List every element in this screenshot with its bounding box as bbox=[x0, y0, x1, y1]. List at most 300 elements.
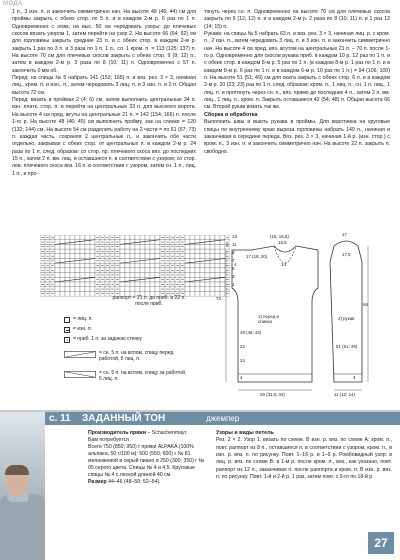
chart-cell bbox=[145, 273, 150, 278]
chart-cell bbox=[130, 254, 135, 259]
chart-cell bbox=[55, 263, 60, 268]
chart-cell bbox=[150, 263, 155, 268]
sweater-shape bbox=[0, 494, 45, 560]
dim-label: 4 bbox=[240, 375, 243, 380]
chart-cell bbox=[140, 244, 145, 249]
chart-cell bbox=[200, 244, 205, 249]
chart-cell bbox=[200, 282, 205, 287]
dim-label: (15; 16,5) bbox=[270, 234, 289, 239]
chart-cell bbox=[210, 263, 215, 268]
page-number: 27 bbox=[368, 532, 394, 554]
chart-cell bbox=[215, 254, 220, 259]
chart-cell bbox=[135, 249, 140, 254]
chart-cell bbox=[65, 244, 70, 249]
row-number: 1 bbox=[232, 282, 235, 287]
chart-cell bbox=[125, 273, 130, 278]
chart-cell bbox=[140, 249, 145, 254]
chart-cell bbox=[65, 291, 70, 296]
paragraph: тянуть через сн. п. Одновременно на высоте 70 см для плечевых скосов закрыть по 9 (12; 12) п. и в каждом 2-м р. 2 раза по 8 (10; 11) п. и 1 раз 12 (14; 15) п. bbox=[204, 9, 390, 30]
chart-cell bbox=[210, 277, 215, 282]
chart-cell bbox=[155, 268, 160, 273]
sleeve-label: 2) рукав bbox=[338, 316, 355, 321]
producer-label: Производитель пряжи bbox=[88, 430, 147, 436]
chart-cell bbox=[185, 263, 190, 268]
dim-label: 14 bbox=[281, 262, 286, 267]
chart-cell bbox=[90, 235, 95, 240]
neckline-front bbox=[274, 246, 296, 263]
chart-cell bbox=[215, 235, 220, 240]
chart-cell bbox=[210, 287, 215, 292]
chart-cell bbox=[70, 291, 75, 296]
producer-line bbox=[88, 430, 206, 437]
dim-label: 17 (19; 20) bbox=[246, 254, 268, 259]
chart-cell bbox=[75, 235, 80, 240]
dim-label: 22 bbox=[240, 344, 245, 349]
legend-item bbox=[64, 337, 142, 343]
chart-cell bbox=[195, 268, 200, 273]
legend-label: = лиц. п. bbox=[73, 316, 93, 322]
chart-cell bbox=[195, 282, 200, 287]
chart-cell bbox=[90, 291, 95, 296]
dim-label: 4 bbox=[353, 375, 356, 380]
chart-cell bbox=[145, 254, 150, 259]
legend-item bbox=[64, 327, 92, 333]
chart-cell bbox=[135, 268, 140, 273]
chart-cell bbox=[60, 249, 65, 254]
chart-cell bbox=[185, 268, 190, 273]
chart-cell bbox=[55, 235, 60, 240]
chart-cell bbox=[60, 287, 65, 292]
hair-shape bbox=[5, 465, 29, 475]
legend-label: = сн. 5 п. на вспом. спицу за работой, 5 лиц. п. bbox=[99, 370, 187, 382]
chart-cell bbox=[125, 287, 130, 292]
row-number: 13 bbox=[232, 234, 238, 239]
chart-cell bbox=[145, 287, 150, 292]
left-text-column bbox=[12, 9, 196, 178]
chart-cell bbox=[190, 249, 195, 254]
chart-cell bbox=[195, 291, 200, 296]
chart-cell bbox=[145, 244, 150, 249]
chart-cell bbox=[145, 259, 150, 264]
chart-cell bbox=[210, 244, 215, 249]
chart-cell bbox=[150, 287, 155, 292]
dim-label: 24 bbox=[240, 358, 245, 363]
chart-cell bbox=[135, 263, 140, 268]
chart-cell bbox=[210, 268, 215, 273]
chart-cell bbox=[155, 254, 160, 259]
chart-cell bbox=[75, 268, 80, 273]
chart-cell bbox=[185, 287, 190, 292]
chart-cell bbox=[195, 244, 200, 249]
chart-cell bbox=[185, 282, 190, 287]
chart-cell bbox=[155, 244, 160, 249]
stitches-title: Узоры и виды петель bbox=[216, 430, 274, 436]
legend-item bbox=[64, 371, 187, 382]
purl-symbol bbox=[64, 327, 70, 333]
cable-left-symbol bbox=[64, 371, 96, 378]
chart-cell bbox=[200, 254, 205, 259]
chart-cell bbox=[60, 273, 65, 278]
chart-cell bbox=[195, 254, 200, 259]
chart-cell bbox=[80, 287, 85, 292]
sleeve-outline bbox=[330, 241, 362, 382]
chart-cell bbox=[55, 268, 60, 273]
chart-cell bbox=[190, 254, 195, 259]
chart-cell bbox=[135, 287, 140, 292]
row-number: 7 bbox=[232, 258, 235, 263]
chart-cell bbox=[140, 254, 145, 259]
chart-cell bbox=[80, 277, 85, 282]
chart-cell bbox=[80, 282, 85, 287]
chart-cell bbox=[130, 277, 135, 282]
chart-cell bbox=[205, 268, 210, 273]
chart-cell bbox=[205, 273, 210, 278]
chart-cell bbox=[120, 287, 125, 292]
chart-cell bbox=[190, 273, 195, 278]
knit-symbol bbox=[64, 317, 70, 323]
chart-cell bbox=[125, 249, 130, 254]
chart-cell bbox=[125, 254, 130, 259]
dim-label: 66 bbox=[363, 302, 368, 307]
chart-cell bbox=[80, 291, 85, 296]
chart-cell bbox=[150, 249, 155, 254]
chart-cell bbox=[215, 273, 220, 278]
chart-cell bbox=[145, 263, 150, 268]
stitches-block bbox=[216, 430, 392, 481]
chart-cell bbox=[85, 254, 90, 259]
dim-label: 29 (31,5; 34) bbox=[260, 392, 285, 397]
chart-cell bbox=[195, 273, 200, 278]
chart-cell bbox=[90, 273, 95, 278]
chart-cell bbox=[130, 287, 135, 292]
chart-grid bbox=[40, 235, 230, 297]
chart-cell bbox=[120, 249, 125, 254]
chart-cell bbox=[120, 268, 125, 273]
chart-cell bbox=[90, 282, 95, 287]
chart-cell bbox=[125, 235, 130, 240]
chart-cell bbox=[65, 282, 70, 287]
chart-cell bbox=[70, 268, 75, 273]
chart-cell bbox=[205, 287, 210, 292]
chart-cell bbox=[155, 287, 160, 292]
chart-cell bbox=[195, 259, 200, 264]
chart-cell bbox=[200, 268, 205, 273]
materials-text: Всего 750 (850; 950) г пряжи ALPAKA (100% альпака; 50 г/100 м): 500 (550; 600) г № 81 меланжевой в серый пиано и 250 (300; 350) г № 05 серого цвета. Спицы № 4 и 4,5. Круговые спицы № 4 с леской длиной 40 см. bbox=[88, 444, 205, 478]
chart-cell bbox=[65, 287, 70, 292]
chart-cell bbox=[190, 287, 195, 292]
chart-cell bbox=[55, 287, 60, 292]
assembly-title: Сборка и обработка bbox=[204, 111, 258, 118]
chart-cell bbox=[140, 263, 145, 268]
dim-label: 17 bbox=[342, 232, 347, 237]
chart-cells bbox=[40, 235, 230, 296]
chart-cell bbox=[215, 268, 220, 273]
chart-cell bbox=[215, 282, 220, 287]
chart-cell bbox=[195, 287, 200, 292]
chart-cell bbox=[90, 244, 95, 249]
chart-cell bbox=[85, 273, 90, 278]
front-back-label: 1) перед и спинка bbox=[258, 314, 279, 324]
chart-cell bbox=[155, 235, 160, 240]
chart-cell bbox=[60, 268, 65, 273]
chart-cell bbox=[70, 244, 75, 249]
model-photo bbox=[0, 412, 45, 560]
paragraph: Перед: на спицы № 5 набрать 141 (153; 165) п. и вяз. рез. 3 × 3, начиная лиц., кром. п. и изн., п., затем чередовать 3 лиц. п. и 3 изн. п. и 2 п. Общая высота 72 см. bbox=[12, 75, 196, 96]
chart-cell bbox=[80, 268, 85, 273]
chart-cell bbox=[85, 244, 90, 249]
chart-cell bbox=[155, 273, 160, 278]
chart-cell bbox=[150, 268, 155, 273]
dim-label: 4 bbox=[234, 262, 237, 267]
chart-cell bbox=[60, 263, 65, 268]
chart-cell bbox=[190, 235, 195, 240]
chart-cell bbox=[210, 259, 215, 264]
paragraph: 1 п., 3 изн. п. и закончить симметрично нач. На высоте 48 (46; 44) см для проймы закрыть с обеих стор. по 5 п. и в каждом 2-м р. 6 раз по 1 п. Одновременно с этим, на выс. 50 см чередовать узоры: до плечевых скосов вязать узором 1, затем перейти на узор 2. На высоте 66 (64; 62) см для горловины закрыть средние 23 п. и с обеих стор. в каждом 2-м р. закрыть 1 раз по 3 п. и 3 раза по 1 п. 1 п., сл. 1 кром. п. = 113 (125; 137) п. На высоте 70 см для плечевых скосов закрыть с обеих стор. 9 (9; 12) п., затем в каждом 2-м р. 3 раза по 8 (10; 11) п. Одновременно с 57 п. закончить 0 мм об. bbox=[12, 9, 196, 74]
dim-label: 72 bbox=[216, 296, 221, 301]
paragraph: Перед: вязать в проймах 2 (4; 6) см, затем выполнить центральные 34 п. изн. платк. стор. п. и перейти на центральные 33 п. для высокого ворота. На высоте 4 см пред. жгуты на центральных 21 п. = 142 (154; 166) п. после 1-го р. На высоте 48 (46; 45) см выполнить пройму, как на спинке = 120 (132; 144) см. На высоте 54 см разделить работу на 2 части = по 61 (67; 73) п. каждая часть, сохраняя 2 центральные п., и закончить обе части отдельно, закрывая с обеих стор. от центральных п. в каждом 2-м р. 24 раза по 1 п. след. образом: со стор. пр. плечевого скоса вяз. до последних 15 п., затем 2 п. вм. лиц. и оставшиеся п. в соответствии с узором; со стор. лев. плечевого скоса вяз. 16 п. в соответствии с узором, затем сн. 1 п., лиц. 1 п., и про- bbox=[12, 97, 196, 177]
chart-cell bbox=[60, 254, 65, 259]
size-value: 44–46 (48–50; 52–54). bbox=[106, 479, 161, 485]
chart-cell bbox=[195, 235, 200, 240]
chart-cell bbox=[200, 235, 205, 240]
paragraph: Рукава: на спицы № 5 набрать 63 п. и вяз. рез. 3 × 3, начиная лиц. р. с кром. п., 2 изн. п., затем чередовать 3 лиц. п. и 3 изн. п. и закончить симметрично нач. На высоте 4 см пред. вяз. жгутом на центральных 21 п. – 70 п. после 1-го р. Одновременно для скосов рукава приб. в каждом 10 р. 12 раз по 1 п. и с обеих стор. в каждом 8-м р. 5 раз по 1 п. (в каждом 8-м р. 1 раз по 1 п. и в каждом 8-м р. 6 раз по 1 п. и в каждом 6-м р. 10 раз по 1 п.) = 94 (106; 100) п. На высоте 51 (51; 49) см для оката закрыть с обеих стор. 6 п. и в каждом 2-м р. 20 (23; 23) раз по 1 п. след. образом: кром. п., 1 лиц. п., сн. 1 п. лиц., 1 лиц. п. и протянуть через сн. п., вяз. прямо до последних 4 п., затем 2 п. вм. лиц., 1 лиц. п., кром. п. Закрыть оставшиеся 42 (54; 48) п. Общая высота 66 см. Второй рукав вязать так же. bbox=[204, 31, 390, 111]
chart-cell bbox=[210, 273, 215, 278]
chart-cell bbox=[200, 287, 205, 292]
chart-cell bbox=[135, 235, 140, 240]
chart-cell bbox=[150, 282, 155, 287]
chart-cell bbox=[120, 273, 125, 278]
row-number: 3 bbox=[232, 274, 235, 279]
chart-cell bbox=[130, 259, 135, 264]
chart-cell bbox=[190, 282, 195, 287]
chart-caption: раппорт = 21 п. до приб. и 22 п. после приб. bbox=[112, 295, 186, 307]
legend-item bbox=[64, 351, 187, 362]
chart-cell bbox=[75, 263, 80, 268]
chart-cell bbox=[75, 249, 80, 254]
chart-cell bbox=[75, 287, 80, 292]
chart-cell bbox=[155, 282, 160, 287]
garment-schematic bbox=[216, 232, 372, 407]
chart-cell bbox=[205, 244, 210, 249]
chart-cell bbox=[125, 268, 130, 273]
chart-cell bbox=[80, 254, 85, 259]
chart-cell bbox=[65, 273, 70, 278]
chart-cell bbox=[185, 273, 190, 278]
need-label: Вам потребуется bbox=[88, 437, 129, 443]
increase-symbol bbox=[64, 337, 70, 343]
chart-cell bbox=[205, 282, 210, 287]
chart-cell bbox=[70, 254, 75, 259]
dim-label: 51 (51; 49) bbox=[336, 344, 358, 349]
chart-cell bbox=[215, 263, 220, 268]
materials-block bbox=[88, 430, 206, 486]
chart-cell bbox=[205, 291, 210, 296]
chart-cell bbox=[65, 254, 70, 259]
chart-cell bbox=[75, 244, 80, 249]
chart-cell bbox=[60, 235, 65, 240]
chart-cell bbox=[120, 244, 125, 249]
chart-cell bbox=[90, 263, 95, 268]
chart-cell bbox=[200, 273, 205, 278]
chart-cell bbox=[120, 263, 125, 268]
chart-cell bbox=[55, 254, 60, 259]
chart-cell bbox=[65, 240, 70, 245]
chart-cell bbox=[80, 235, 85, 240]
chart-cell bbox=[215, 249, 220, 254]
chart-cell bbox=[65, 235, 70, 240]
chart-cell bbox=[80, 259, 85, 264]
chart-cell bbox=[130, 268, 135, 273]
chart-cell bbox=[140, 273, 145, 278]
chart-cell bbox=[85, 287, 90, 292]
chart-cell bbox=[205, 235, 210, 240]
row-number: 9 bbox=[232, 250, 235, 255]
chart-cell bbox=[60, 282, 65, 287]
chart-cell bbox=[75, 273, 80, 278]
chart-cell bbox=[200, 291, 205, 296]
chart-cell bbox=[190, 291, 195, 296]
chart-cell bbox=[65, 268, 70, 273]
chart-cell bbox=[120, 254, 125, 259]
chart-cell bbox=[135, 273, 140, 278]
chart-cell bbox=[210, 282, 215, 287]
chart-cell bbox=[145, 249, 150, 254]
chart-cell bbox=[185, 254, 190, 259]
chart-cell bbox=[135, 254, 140, 259]
chart-cell bbox=[85, 291, 90, 296]
chart-cell bbox=[70, 282, 75, 287]
chart-cell bbox=[55, 282, 60, 287]
chart-cell bbox=[130, 282, 135, 287]
chart-cell bbox=[205, 254, 210, 259]
chart-cell bbox=[80, 263, 85, 268]
chart-cell bbox=[205, 249, 210, 254]
chart-cell bbox=[145, 268, 150, 273]
chart-cell bbox=[60, 244, 65, 249]
stitch-chart bbox=[40, 235, 230, 297]
page-reference: с. 11 bbox=[49, 413, 71, 424]
chart-cell bbox=[85, 235, 90, 240]
chart-cell bbox=[90, 268, 95, 273]
chart-cell bbox=[55, 249, 60, 254]
dim-label: 17,5 bbox=[342, 252, 351, 257]
chart-cell bbox=[125, 263, 130, 268]
chart-cell bbox=[120, 235, 125, 240]
chart-cell bbox=[155, 263, 160, 268]
chart-cell bbox=[75, 254, 80, 259]
legend-label: = сн. 5 п. на вспом. спицу перед работой, 5 лиц. п. bbox=[99, 350, 174, 362]
size-line bbox=[88, 479, 206, 486]
chart-cell bbox=[215, 287, 220, 292]
chart-cell bbox=[155, 249, 160, 254]
chart-cell bbox=[185, 249, 190, 254]
chart-cell bbox=[85, 263, 90, 268]
legend-item bbox=[64, 317, 93, 323]
chart-cell bbox=[60, 291, 65, 296]
cable-right-symbol bbox=[64, 351, 96, 358]
chart-cell bbox=[150, 273, 155, 278]
row-number: 5 bbox=[232, 266, 235, 271]
chart-cell bbox=[140, 282, 145, 287]
chart-cell bbox=[135, 282, 140, 287]
chart-cell bbox=[70, 235, 75, 240]
chart-cell bbox=[210, 254, 215, 259]
chart-cell bbox=[70, 273, 75, 278]
dim-label: 48 (46; 44) bbox=[240, 330, 262, 335]
chart-cell bbox=[210, 291, 215, 296]
row-number: 11 bbox=[232, 242, 237, 247]
dim-label: 2 bbox=[226, 242, 229, 247]
chart-cell bbox=[135, 244, 140, 249]
producer-value: – Schachenmayr. bbox=[146, 430, 188, 436]
chart-cell bbox=[70, 263, 75, 268]
chart-cell bbox=[140, 268, 145, 273]
chart-cell bbox=[205, 263, 210, 268]
chart-cell bbox=[195, 240, 200, 245]
chart-cell bbox=[90, 287, 95, 292]
chart-cell bbox=[145, 235, 150, 240]
chart-cell bbox=[210, 249, 215, 254]
chart-cell bbox=[130, 235, 135, 240]
legend-label: = изн. п. bbox=[73, 326, 93, 332]
chart-cell bbox=[125, 282, 130, 287]
chart-cell bbox=[130, 240, 135, 245]
magazine-logo: МОДА bbox=[3, 1, 23, 7]
chart-cell bbox=[210, 235, 215, 240]
chart-cell bbox=[150, 235, 155, 240]
article-subtitle: джемпер bbox=[206, 414, 240, 423]
chart-cell bbox=[55, 291, 60, 296]
chart-cell bbox=[125, 244, 130, 249]
chart-cell bbox=[130, 249, 135, 254]
chart-cell bbox=[190, 244, 195, 249]
chart-cell bbox=[80, 273, 85, 278]
chart-cell bbox=[90, 249, 95, 254]
chart-cell bbox=[70, 249, 75, 254]
assembly-text: Выполнить швы и вшить рукава в проймы. Для воротника на круговые спицы по внутреннему краю выреза горловины набрать 149 п., начиная и заканчивая в середине переда. Вяз. рез. 3 × 3, начиная 1-й р. (изн. стор.) с кром. п., 3 изн. п. и закончить симметрично нач. На высоте 22 п. закрыть п. свободно. bbox=[204, 119, 390, 155]
chart-cell bbox=[75, 291, 80, 296]
right-text-column bbox=[204, 9, 390, 156]
chart-cell bbox=[140, 235, 145, 240]
chart-cell bbox=[185, 244, 190, 249]
chart-cell bbox=[65, 259, 70, 264]
chart-cell bbox=[70, 287, 75, 292]
chart-cell bbox=[195, 263, 200, 268]
chart-cell bbox=[55, 273, 60, 278]
dim-label: 11 (12; 14) bbox=[334, 392, 355, 397]
chart-cell bbox=[55, 244, 60, 249]
chart-cell bbox=[65, 249, 70, 254]
chart-cell bbox=[85, 268, 90, 273]
chart-cell bbox=[120, 282, 125, 287]
chart-cell bbox=[150, 244, 155, 249]
chart-cell bbox=[145, 282, 150, 287]
chart-cell bbox=[190, 268, 195, 273]
chart-cell bbox=[140, 287, 145, 292]
chart-cell bbox=[65, 263, 70, 268]
chart-cell bbox=[80, 249, 85, 254]
chart-cell bbox=[210, 240, 215, 245]
legend-label: = приб. 1 п. за заднюю стенку bbox=[73, 336, 143, 342]
chart-cell bbox=[145, 240, 150, 245]
chart-cell bbox=[130, 273, 135, 278]
chart-cell bbox=[185, 235, 190, 240]
chart-cell bbox=[215, 244, 220, 249]
chart-cell bbox=[75, 282, 80, 287]
dim-label: 16,5 bbox=[278, 240, 287, 245]
chart-cell bbox=[80, 244, 85, 249]
chart-cell bbox=[90, 254, 95, 259]
